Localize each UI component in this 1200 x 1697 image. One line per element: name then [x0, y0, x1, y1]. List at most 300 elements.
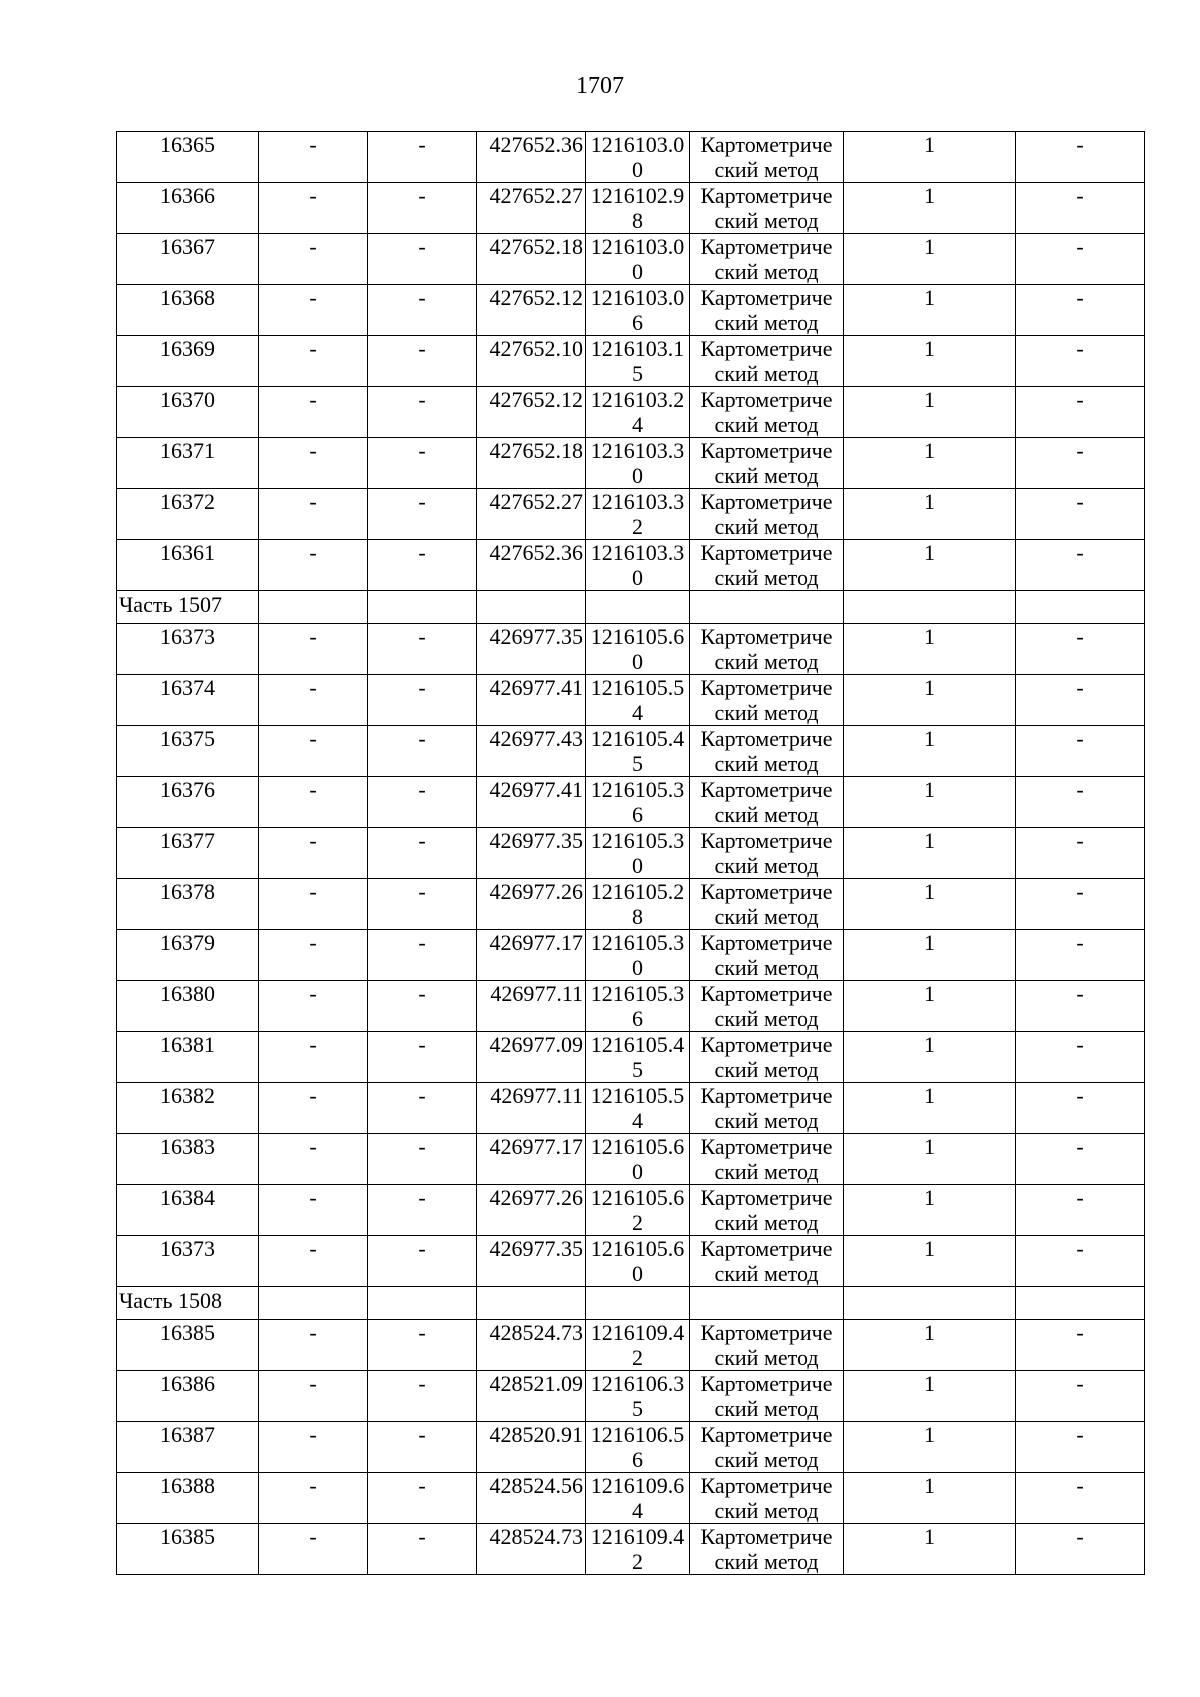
dash-cell: - [368, 1032, 477, 1083]
y-coordinate-cell: 1216106.56 [586, 1422, 690, 1473]
point-number-cell: 16385 [117, 1524, 259, 1575]
accuracy-cell: 1 [844, 1185, 1016, 1236]
method-cell [690, 675, 844, 726]
method-cell [690, 1524, 844, 1575]
method-line-2: ский метод [714, 649, 819, 674]
dash-cell: - [1016, 981, 1145, 1032]
point-number-cell: 16379 [117, 930, 259, 981]
method-line-2: ский метод [714, 514, 819, 539]
dash-cell: - [368, 1473, 477, 1524]
method-line-1: Картометриче [700, 336, 833, 361]
section-header-row [117, 1287, 1145, 1320]
empty-cell-2 [259, 591, 368, 624]
table-row [117, 1320, 1145, 1371]
dash-cell: - [259, 438, 368, 489]
dash-cell: - [1016, 930, 1145, 981]
coordinates-table-body [117, 132, 1145, 1575]
method-line-1: Картометриче [700, 285, 833, 310]
method-cell [690, 1236, 844, 1287]
dash-cell: - [259, 540, 368, 591]
accuracy-cell: 1 [844, 183, 1016, 234]
table-row [117, 387, 1145, 438]
point-number-cell: 16376 [117, 777, 259, 828]
dash-cell: - [1016, 1524, 1145, 1575]
method-line-1: Картометриче [700, 828, 833, 853]
x-coordinate-cell: 427652.12 [477, 285, 586, 336]
dash-cell: - [259, 777, 368, 828]
y-coordinate-cell: 1216103.06 [586, 285, 690, 336]
table-row [117, 1134, 1145, 1185]
dash-cell: - [1016, 1320, 1145, 1371]
method-cell [690, 489, 844, 540]
empty-cell-3 [368, 1287, 477, 1320]
method-line-1: Картометриче [700, 777, 833, 802]
method-line-2: ский метод [714, 157, 819, 182]
point-number-cell: 16387 [117, 1422, 259, 1473]
dash-cell: - [1016, 285, 1145, 336]
accuracy-cell: 1 [844, 981, 1016, 1032]
method-cell [690, 285, 844, 336]
point-number-cell: 16372 [117, 489, 259, 540]
method-line-1: Картометриче [700, 1320, 833, 1345]
accuracy-cell: 1 [844, 930, 1016, 981]
empty-cell-8 [1016, 1287, 1145, 1320]
method-line-2: ский метод [714, 802, 819, 827]
dash-cell: - [368, 777, 477, 828]
table-row [117, 777, 1145, 828]
method-line-2: ский метод [714, 955, 819, 980]
y-coordinate-cell: 1216105.28 [586, 879, 690, 930]
empty-cell-5 [586, 1287, 690, 1320]
method-line-1: Картометриче [700, 234, 833, 259]
x-coordinate-cell: 427652.27 [477, 489, 586, 540]
y-coordinate-cell: 1216105.60 [586, 1134, 690, 1185]
y-coordinate-cell: 1216103.15 [586, 336, 690, 387]
empty-cell-7 [844, 591, 1016, 624]
y-coordinate-cell: 1216109.42 [586, 1320, 690, 1371]
method-cell [690, 777, 844, 828]
table-row [117, 726, 1145, 777]
point-number-cell: 16384 [117, 1185, 259, 1236]
table-row [117, 675, 1145, 726]
dash-cell: - [368, 132, 477, 183]
method-cell [690, 726, 844, 777]
dash-cell: - [259, 336, 368, 387]
method-line-2: ский метод [714, 463, 819, 488]
dash-cell: - [1016, 234, 1145, 285]
point-number-cell: 16369 [117, 336, 259, 387]
y-coordinate-cell: 1216105.54 [586, 675, 690, 726]
dash-cell: - [1016, 1236, 1145, 1287]
x-coordinate-cell: 428520.91 [477, 1422, 586, 1473]
dash-cell: - [1016, 1185, 1145, 1236]
dash-cell: - [368, 234, 477, 285]
coordinates-table [116, 131, 1145, 1575]
empty-cell-4 [477, 591, 586, 624]
dash-cell: - [368, 1371, 477, 1422]
method-line-1: Картометриче [700, 1236, 833, 1261]
method-cell [690, 1371, 844, 1422]
table-row [117, 438, 1145, 489]
table-row [117, 183, 1145, 234]
method-line-2: ский метод [714, 904, 819, 929]
x-coordinate-cell: 426977.11 [477, 1083, 586, 1134]
method-cell [690, 879, 844, 930]
method-cell [690, 132, 844, 183]
point-number-cell: 16367 [117, 234, 259, 285]
point-number-cell: 16383 [117, 1134, 259, 1185]
dash-cell: - [259, 285, 368, 336]
method-line-1: Картометриче [700, 1422, 833, 1447]
dash-cell: - [259, 1032, 368, 1083]
method-line-2: ский метод [714, 1006, 819, 1031]
method-line-1: Картометриче [700, 1371, 833, 1396]
method-cell [690, 1473, 844, 1524]
accuracy-cell: 1 [844, 489, 1016, 540]
x-coordinate-cell: 426977.11 [477, 981, 586, 1032]
x-coordinate-cell: 427652.10 [477, 336, 586, 387]
x-coordinate-cell: 427652.36 [477, 540, 586, 591]
point-number-cell: 16382 [117, 1083, 259, 1134]
empty-cell-3 [368, 591, 477, 624]
table-row [117, 1083, 1145, 1134]
method-line-2: ский метод [714, 259, 819, 284]
accuracy-cell: 1 [844, 675, 1016, 726]
dash-cell: - [1016, 828, 1145, 879]
point-number-cell: 16373 [117, 624, 259, 675]
accuracy-cell: 1 [844, 438, 1016, 489]
y-coordinate-cell: 1216103.32 [586, 489, 690, 540]
x-coordinate-cell: 426977.17 [477, 1134, 586, 1185]
dash-cell: - [368, 981, 477, 1032]
dash-cell: - [259, 726, 368, 777]
dash-cell: - [368, 828, 477, 879]
dash-cell: - [259, 234, 368, 285]
dash-cell: - [368, 438, 477, 489]
dash-cell: - [1016, 777, 1145, 828]
x-coordinate-cell: 427652.27 [477, 183, 586, 234]
method-line-2: ский метод [714, 310, 819, 335]
method-cell [690, 540, 844, 591]
accuracy-cell: 1 [844, 624, 1016, 675]
x-coordinate-cell: 427652.12 [477, 387, 586, 438]
y-coordinate-cell: 1216103.24 [586, 387, 690, 438]
y-coordinate-cell: 1216105.36 [586, 777, 690, 828]
accuracy-cell: 1 [844, 726, 1016, 777]
accuracy-cell: 1 [844, 387, 1016, 438]
accuracy-cell: 1 [844, 879, 1016, 930]
dash-cell: - [259, 183, 368, 234]
dash-cell: - [1016, 675, 1145, 726]
dash-cell: - [259, 489, 368, 540]
method-line-2: ский метод [714, 1345, 819, 1370]
table-row [117, 1236, 1145, 1287]
method-line-1: Картометриче [700, 132, 833, 157]
point-number-cell: 16366 [117, 183, 259, 234]
method-cell [690, 1032, 844, 1083]
method-cell [690, 336, 844, 387]
point-number-cell: 16361 [117, 540, 259, 591]
method-line-2: ский метод [714, 1549, 819, 1574]
y-coordinate-cell: 1216109.64 [586, 1473, 690, 1524]
table-row [117, 540, 1145, 591]
y-coordinate-cell: 1216105.30 [586, 828, 690, 879]
dash-cell: - [368, 285, 477, 336]
table-row [117, 1524, 1145, 1575]
table-row [117, 1185, 1145, 1236]
method-line-1: Картометриче [700, 183, 833, 208]
accuracy-cell: 1 [844, 777, 1016, 828]
method-cell [690, 1083, 844, 1134]
method-line-1: Картометриче [700, 1083, 833, 1108]
dash-cell: - [1016, 132, 1145, 183]
dash-cell: - [259, 828, 368, 879]
x-coordinate-cell: 428521.09 [477, 1371, 586, 1422]
dash-cell: - [1016, 1422, 1145, 1473]
table-row [117, 489, 1145, 540]
method-cell [690, 981, 844, 1032]
dash-cell: - [1016, 1473, 1145, 1524]
method-line-2: ский метод [714, 208, 819, 233]
table-row [117, 624, 1145, 675]
method-cell [690, 183, 844, 234]
method-line-1: Картометриче [700, 387, 833, 412]
method-line-1: Картометриче [700, 438, 833, 463]
y-coordinate-cell: 1216105.45 [586, 726, 690, 777]
table-row [117, 879, 1145, 930]
method-cell [690, 1185, 844, 1236]
method-cell [690, 1134, 844, 1185]
dash-cell: - [368, 183, 477, 234]
method-line-1: Картометриче [700, 1032, 833, 1057]
method-cell [690, 624, 844, 675]
empty-cell-6 [690, 591, 844, 624]
method-line-1: Картометриче [700, 1134, 833, 1159]
y-coordinate-cell: 1216103.30 [586, 540, 690, 591]
point-number-cell: 16375 [117, 726, 259, 777]
dash-cell: - [259, 1320, 368, 1371]
empty-cell-5 [586, 591, 690, 624]
dash-cell: - [368, 1524, 477, 1575]
x-coordinate-cell: 428524.73 [477, 1320, 586, 1371]
point-number-cell: 16373 [117, 1236, 259, 1287]
dash-cell: - [259, 1083, 368, 1134]
method-line-2: ский метод [714, 1447, 819, 1472]
table-row [117, 1032, 1145, 1083]
method-line-2: ский метод [714, 1057, 819, 1082]
y-coordinate-cell: 1216105.60 [586, 624, 690, 675]
accuracy-cell: 1 [844, 828, 1016, 879]
method-line-2: ский метод [714, 361, 819, 386]
y-coordinate-cell: 1216105.36 [586, 981, 690, 1032]
empty-cell-2 [259, 1287, 368, 1320]
accuracy-cell: 1 [844, 234, 1016, 285]
table-row [117, 828, 1145, 879]
method-line-2: ский метод [714, 1396, 819, 1421]
point-number-cell: 16380 [117, 981, 259, 1032]
accuracy-cell: 1 [844, 540, 1016, 591]
table-row [117, 1473, 1145, 1524]
table-row [117, 1422, 1145, 1473]
x-coordinate-cell: 426977.09 [477, 1032, 586, 1083]
dash-cell: - [259, 675, 368, 726]
method-line-1: Картометриче [700, 1185, 833, 1210]
x-coordinate-cell: 426977.35 [477, 1236, 586, 1287]
point-number-cell: 16388 [117, 1473, 259, 1524]
dash-cell: - [368, 540, 477, 591]
table-row [117, 132, 1145, 183]
method-line-2: ский метод [714, 1159, 819, 1184]
y-coordinate-cell: 1216105.62 [586, 1185, 690, 1236]
accuracy-cell: 1 [844, 1032, 1016, 1083]
page-number: 1707 [576, 73, 624, 99]
dash-cell: - [368, 336, 477, 387]
x-coordinate-cell: 426977.41 [477, 675, 586, 726]
dash-cell: - [1016, 183, 1145, 234]
dash-cell: - [1016, 489, 1145, 540]
empty-cell-8 [1016, 591, 1145, 624]
dash-cell: - [1016, 387, 1145, 438]
dash-cell: - [1016, 624, 1145, 675]
section-label: Часть 1507 [117, 591, 259, 624]
y-coordinate-cell: 1216105.54 [586, 1083, 690, 1134]
point-number-cell: 16370 [117, 387, 259, 438]
dash-cell: - [259, 879, 368, 930]
point-number-cell: 16378 [117, 879, 259, 930]
empty-cell-4 [477, 1287, 586, 1320]
y-coordinate-cell: 1216103.00 [586, 234, 690, 285]
dash-cell: - [259, 981, 368, 1032]
point-number-cell: 16365 [117, 132, 259, 183]
x-coordinate-cell: 428524.73 [477, 1524, 586, 1575]
x-coordinate-cell: 426977.41 [477, 777, 586, 828]
dash-cell: - [1016, 1083, 1145, 1134]
method-cell [690, 234, 844, 285]
dash-cell: - [1016, 879, 1145, 930]
method-line-2: ский метод [714, 565, 819, 590]
y-coordinate-cell: 1216105.45 [586, 1032, 690, 1083]
table-row [117, 981, 1145, 1032]
accuracy-cell: 1 [844, 1236, 1016, 1287]
dash-cell: - [368, 1134, 477, 1185]
point-number-cell: 16377 [117, 828, 259, 879]
method-cell [690, 1320, 844, 1371]
dash-cell: - [259, 1371, 368, 1422]
dash-cell: - [368, 489, 477, 540]
x-coordinate-cell: 426977.17 [477, 930, 586, 981]
dash-cell: - [1016, 1371, 1145, 1422]
table-row [117, 1371, 1145, 1422]
method-line-2: ский метод [714, 412, 819, 437]
method-line-2: ский метод [714, 1108, 819, 1133]
x-coordinate-cell: 426977.26 [477, 879, 586, 930]
accuracy-cell: 1 [844, 1371, 1016, 1422]
dash-cell: - [368, 1083, 477, 1134]
dash-cell: - [368, 1236, 477, 1287]
method-line-1: Картометриче [700, 726, 833, 751]
x-coordinate-cell: 427652.18 [477, 234, 586, 285]
method-line-1: Картометриче [700, 675, 833, 700]
dash-cell: - [1016, 438, 1145, 489]
dash-cell: - [259, 1422, 368, 1473]
dash-cell: - [259, 930, 368, 981]
method-line-1: Картометриче [700, 489, 833, 514]
empty-cell-7 [844, 1287, 1016, 1320]
section-label: Часть 1508 [117, 1287, 259, 1320]
method-line-1: Картометриче [700, 624, 833, 649]
point-number-cell: 16385 [117, 1320, 259, 1371]
method-line-1: Картометриче [700, 879, 833, 904]
x-coordinate-cell: 427652.18 [477, 438, 586, 489]
method-line-1: Картометриче [700, 981, 833, 1006]
dash-cell: - [259, 1524, 368, 1575]
method-line-2: ский метод [714, 700, 819, 725]
x-coordinate-cell: 426977.35 [477, 828, 586, 879]
y-coordinate-cell: 1216102.98 [586, 183, 690, 234]
method-cell [690, 1422, 844, 1473]
method-line-2: ский метод [714, 751, 819, 776]
point-number-cell: 16381 [117, 1032, 259, 1083]
dash-cell: - [259, 1134, 368, 1185]
method-line-2: ский метод [714, 1210, 819, 1235]
point-number-cell: 16371 [117, 438, 259, 489]
table-row [117, 336, 1145, 387]
dash-cell: - [368, 624, 477, 675]
dash-cell: - [1016, 1134, 1145, 1185]
x-coordinate-cell: 427652.36 [477, 132, 586, 183]
point-number-cell: 16374 [117, 675, 259, 726]
method-line-1: Картометриче [700, 1524, 833, 1549]
dash-cell: - [368, 675, 477, 726]
dash-cell: - [259, 132, 368, 183]
accuracy-cell: 1 [844, 1134, 1016, 1185]
accuracy-cell: 1 [844, 1422, 1016, 1473]
table-row [117, 234, 1145, 285]
point-number-cell: 16368 [117, 285, 259, 336]
dash-cell: - [259, 1236, 368, 1287]
accuracy-cell: 1 [844, 1473, 1016, 1524]
method-cell [690, 930, 844, 981]
table-row [117, 285, 1145, 336]
method-cell [690, 387, 844, 438]
dash-cell: - [259, 387, 368, 438]
accuracy-cell: 1 [844, 132, 1016, 183]
accuracy-cell: 1 [844, 1320, 1016, 1371]
method-line-2: ский метод [714, 853, 819, 878]
x-coordinate-cell: 426977.35 [477, 624, 586, 675]
method-cell [690, 828, 844, 879]
accuracy-cell: 1 [844, 336, 1016, 387]
method-line-1: Картометриче [700, 540, 833, 565]
dash-cell: - [259, 624, 368, 675]
table-row [117, 930, 1145, 981]
dash-cell: - [368, 1185, 477, 1236]
y-coordinate-cell: 1216109.42 [586, 1524, 690, 1575]
section-header-row [117, 591, 1145, 624]
empty-cell-6 [690, 1287, 844, 1320]
x-coordinate-cell: 426977.43 [477, 726, 586, 777]
y-coordinate-cell: 1216105.30 [586, 930, 690, 981]
accuracy-cell: 1 [844, 1524, 1016, 1575]
point-number-cell: 16386 [117, 1371, 259, 1422]
x-coordinate-cell: 428524.56 [477, 1473, 586, 1524]
y-coordinate-cell: 1216103.30 [586, 438, 690, 489]
method-cell [690, 438, 844, 489]
method-line-2: ский метод [714, 1261, 819, 1286]
dash-cell: - [1016, 726, 1145, 777]
method-line-1: Картометриче [700, 930, 833, 955]
y-coordinate-cell: 1216105.60 [586, 1236, 690, 1287]
